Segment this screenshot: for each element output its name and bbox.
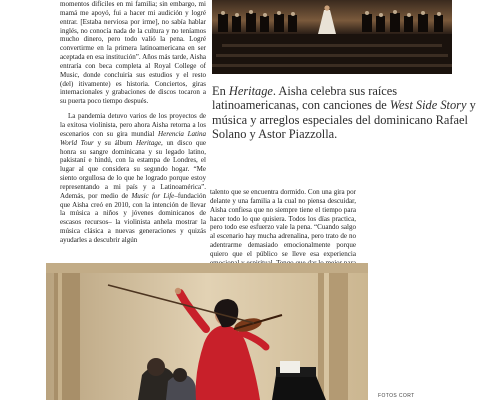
foundation-name: Music for Life (131, 191, 175, 200)
tour-name: Herencia Latina World Tour (60, 129, 206, 147)
pull-quote-album: Heritage (228, 84, 273, 98)
pull-quote: En Heritage. Aisha celebra sus raíces latinoamericanas, con canciones de West Side Story y música y arreglos especiales del dominicano Rafael Solano y Astor Piazzolla. (212, 84, 476, 142)
article-column-left (60, 0, 206, 245)
paragraph-2: La pandemia detuvo varios de los proyectos de la exitosa violinista, pero ahora Aisha retorna a los escenarios con su gira mundial Herencia Latina World Tour y su álbum Heritage, un disco que honra su sangre dominicana y su legado latino, pakistaní e hindú, con la estampa de Londres, el lugar al que considera su segundo hogar. “Me siento orgullosa de lo que he logrado porque estoy representando a mi país y a Latinoamérica”. Además, por medio de Music for Life–fundación que Aisha creó en 2010, con la intención de llevar la música a niños y jóvenes dominicanos de escasos recursos– la violinista anhela mostrar la música clásica a nuevas generaciones y quizás ayudarles a descubrir algún (60, 112, 207, 244)
violinist-photo (46, 263, 368, 400)
pull-quote-musical: West Side Story (389, 98, 467, 113)
paragraph-1: momentos difíciles en mi familia; sin embargo, mi mamá me apoyó, fui a hacer mi audición y logré entrar. [Estaba nerviosa por irme], no sabía hablar inglés, no conocía nada de la cultura y no teníamos mucho dinero, pero todo valió la pena. Logré convertirme en la primera latinoamericana en ser aceptada en esa institución”. Años más tarde, Aisha entraría con beca completa al Royal College of Music, donde concluiría sus estudios y el resto (del) itivamente) es historia. Conciertos, giras internacionales y grabaciones de discos tocaron a su puerta poco tiempo después. (60, 0, 206, 106)
concert-photo (212, 0, 452, 74)
album-name: Heritage (135, 138, 162, 147)
violinist-illustration (46, 263, 368, 400)
photo-credit: FOTOS CORT (378, 393, 415, 399)
paragraph-3: talento que se encuentra dormido. Con una gira por delante y una familia a la cual no piensa descuidar, Aisha confiesa que no siempre tiene el tiempo para hacer todo lo que quisiera. Todos los días practica, pero todo ese esfuerzo vale la pena. “Cuando salgo al escenario hay mucha adrenalina, pero trato de no adentrarme demasiado emocionalmente porque quiero que el público se lleve esa experiencia (210, 188, 356, 258)
concert-orchestra-illustration (212, 0, 452, 74)
